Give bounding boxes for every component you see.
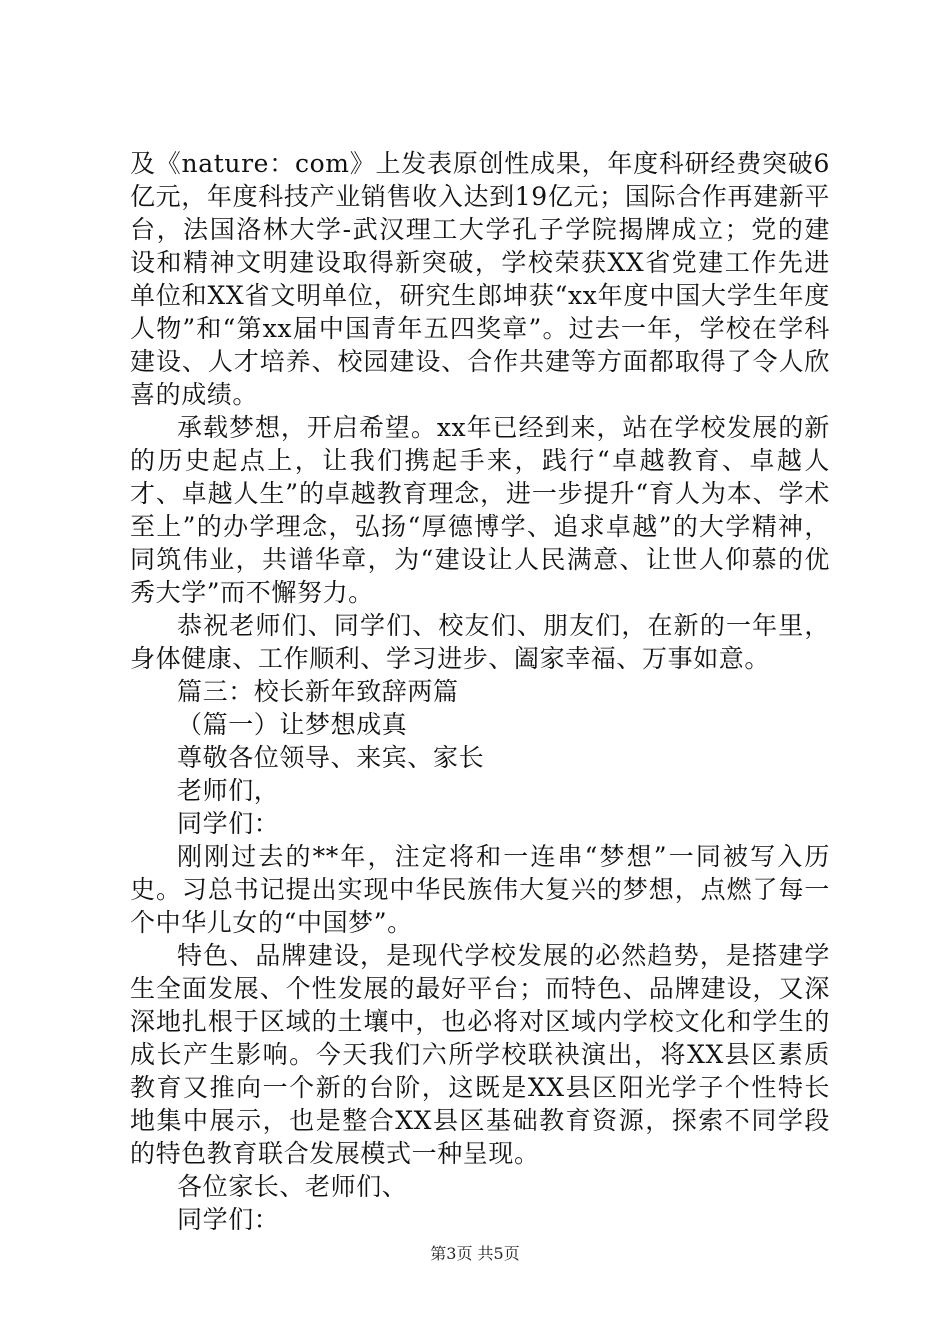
speech-title: （篇一）让梦想成真 [177,710,408,739]
paragraph-3: 恭祝老师们、同学们、校友们、朋友们，在新的一年里，身体健康、工作顺利、学习进步、阖家幸福、万事如意。 [130,611,830,673]
paragraph-4: 刚刚过去的**年，注定将和一连串“梦想”一同被写入历史。习总书记提出实现中华民族伟大复兴的梦想，点燃了每一个中华儿女的“中国梦”。 [130,842,830,937]
page-footer: 第3页 共5页 [430,1244,520,1263]
paragraph-2: 承载梦想，开启希望。xx年已经到来，站在学校发展的新的历史起点上，让我们携起手来，践行“卓越教育、卓越人才、卓越人生”的卓越教育理念，进一步提升“育人为本、学术至上”的办学理念，弘扬“厚德博学、追求卓越”的大学精神，同筑伟业，共谱华章，为“建设让人民满意、让世人仰慕的优秀大学”而不懈努力。 [130,413,830,607]
paragraph-5: 特色、品牌建设，是现代学校发展的必然趋势，是搭建学生全面发展、个性发展的最好平台；而特色、品牌建设，又深深地扎根于区域的土壤中，也必将对区域内学校文化和学生的成长产生影响。今天我们六所学校联袂演出，将XX县区素质教育又推向一个新的台阶，这既是XX县区阳光学子个性特长地集中展示，也是整合XX县区基础教育资源，探索不同学段的特色教育联合发展模式一种呈现。 [130,941,830,1168]
salutation-line-2: 老师们， [177,776,280,805]
document-body [130,147,830,1236]
salutation-line-4: 各位家长、老师们、 [177,1172,408,1201]
salutation-line-1: 尊敬各位领导、来宾、家长 [177,743,485,772]
salutation-line-3: 同学们： [177,809,280,838]
paragraph-1: 及《nature：com》上发表原创性成果，年度科研经费突破6亿元，年度科技产业销售收入达到19亿元；国际合作再建新平台，法国洛林大学-武汉理工大学孔子学院揭牌成立；党的建设和精神文明建设取得新突破，学校荣获XX省党建工作先进单位和XX省文明单位，研究生郎坤获“xx年度中国大学生年度人物”和“第xx届中国青年五四奖章”。过去一年，学校在学科建设、人才培养、校园建设、合作共建等方面都取得了令人欣喜的成绩。 [130,149,830,409]
section-heading: 篇三：校长新年致辞两篇 [177,677,459,706]
salutation-line-5: 同学们： [177,1205,280,1234]
